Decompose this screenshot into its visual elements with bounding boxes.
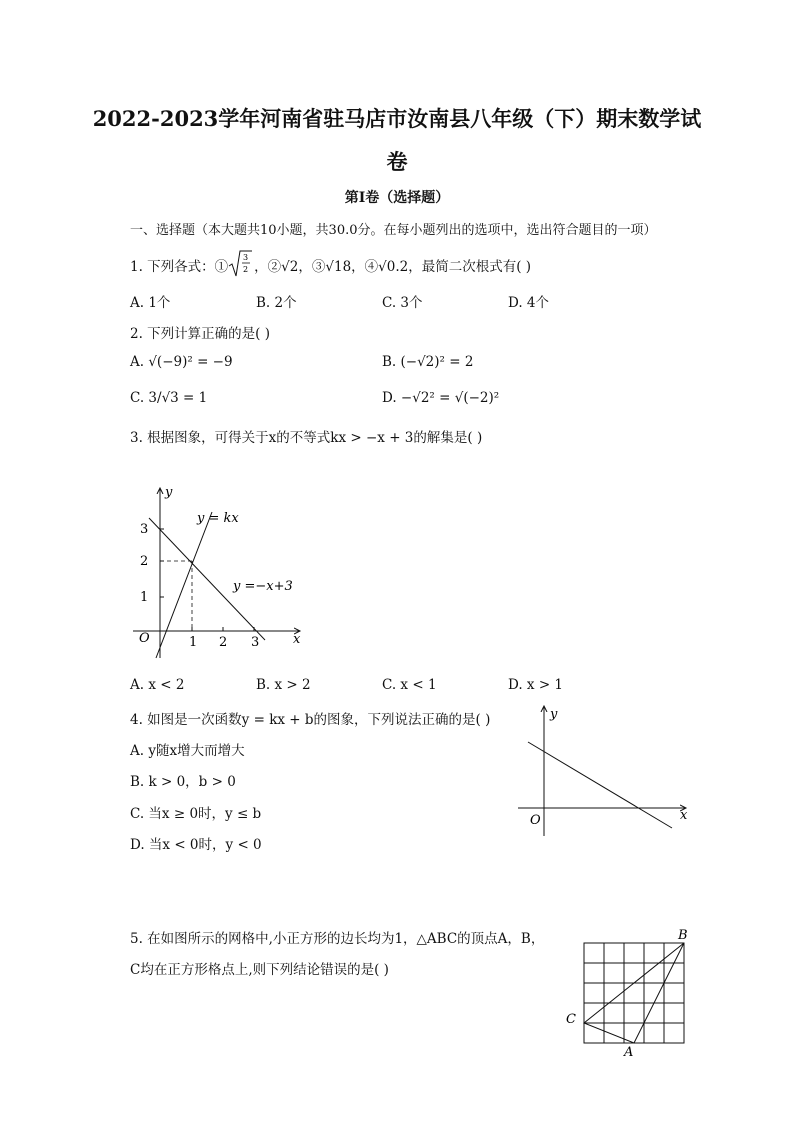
q4-option-b[interactable]: B. k > 0，b > 0 [130,774,236,790]
q5-label-a: A [624,1045,634,1060]
q1-option-a[interactable]: A. 1个 [130,295,171,311]
q3-origin: O [139,631,150,646]
q1-stem: 1. 下列各式：① 3 2 ，②√2，③√18，④√0.2，最简二次根式有( ) [130,255,531,279]
q5-grid [584,943,684,1043]
svg-text:3: 3 [243,252,249,262]
q4-x-label: x [680,808,688,823]
q1-sqrt-3-over-2 [228,249,252,279]
q1-option-b[interactable]: B. 2个 [256,295,297,311]
q4-option-a[interactable]: A. y随x增大而增大 [130,743,245,759]
q3-x-tick-3: 3 [251,635,260,650]
q4-stem: 4. 如图是一次函数y = kx + b的图象，下列说法正确的是( ) [130,712,491,728]
q1-item-3: ③√18， [311,259,365,275]
q1-item-2: ②√2， [267,259,312,275]
page-title-line1: 2022-2023学年河南省驻马店市汝南县八年级（下）期末数学试 [92,106,702,131]
q3-x-label: x [293,632,301,647]
q4-option-c[interactable]: C. 当x ≥ 0时，y ≤ b [130,806,262,822]
q5-label-b: B [678,928,688,943]
q3-y-tick-3: 3 [140,522,149,537]
q3-stem: 3. 根据图象，可得关于x的不等式kx > −x + 3的解集是( ) [130,430,483,446]
q5-grid-figure [560,925,700,1060]
q3-option-c[interactable]: C. x < 1 [382,677,437,693]
q3-y-tick-1: 1 [140,590,149,605]
q5-stem-line1: 5. 在如图所示的网格中,小正方形的边长均为1，△ABC的顶点A，B， [130,931,545,947]
q2-stem: 2. 下列计算正确的是( ) [130,326,270,342]
q5-stem-line2: C均在正方形格点上,则下列结论错误的是( ) [130,962,389,978]
q2-option-d[interactable]: D. −√2² = √(−2)² [382,390,500,406]
page-title-line2: 卷 [386,149,408,174]
q3-y-label: y [165,485,173,500]
q2-option-b[interactable]: B. (−√2)² = 2 [382,354,474,370]
q2-option-c[interactable]: C. 3/√3 = 1 [130,390,208,406]
q3-x-tick-2: 2 [219,635,228,650]
section-intro: 一、选择题（本大题共10小题，共30.0分。在每小题列出的选项中，选出符合题目的一项） [130,223,657,238]
q4-option-d[interactable]: D. 当x < 0时，y < 0 [130,837,262,853]
q1-option-d[interactable]: D. 4个 [508,295,550,311]
q1-item-1: ① [214,259,229,275]
q3-line2-label: y =−x+3 [233,579,293,594]
q3-line1-label: y = kx [197,511,239,526]
q3-x-tick-1: 1 [189,635,198,650]
q1-stem-suffix: 最简二次根式有( ) [421,259,532,275]
q3-option-b[interactable]: B. x > 2 [256,677,311,693]
q3-y-tick-2: 2 [140,554,149,569]
svg-text:2: 2 [243,264,249,274]
volume-title: 第I卷（选择题） [344,190,450,206]
q4-y-label: y [550,707,558,722]
q5-triangle-abc [584,943,684,1043]
q4-line [528,742,672,828]
q3-option-a[interactable]: A. x < 2 [130,677,185,693]
q3-option-d[interactable]: D. x > 1 [508,677,564,693]
q3-graph [125,480,310,665]
q1-option-c[interactable]: C. 3个 [382,295,423,311]
q2-option-a[interactable]: A. √(−9)² = −9 [130,354,233,370]
q1-item-4: ④√0.2， [364,259,422,275]
q1-stem-prefix: 1. 下列各式： [130,259,215,275]
q4-graph [510,700,700,840]
q5-label-c: C [566,1012,576,1027]
q4-origin: O [530,813,541,828]
